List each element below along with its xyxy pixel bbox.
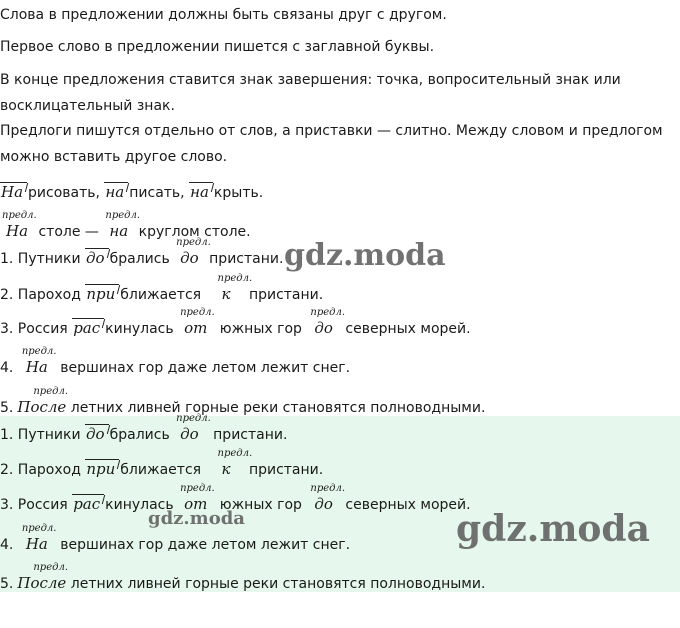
rule-4b: можно вставить другое слово. bbox=[0, 149, 228, 165]
prefix: на bbox=[189, 182, 213, 201]
rule-1: Слова в предложении должны быть связаны друг с другом. bbox=[0, 7, 447, 23]
example-prefixes: На рисовать, на писать, на крыть. bbox=[1, 183, 264, 201]
b1-sentence-4: 4. предл. На вершинах гор даже летом лежит снег. bbox=[0, 346, 351, 376]
b1-sentence-1: 1. Путники до брались предл. до пристани. bbox=[0, 237, 284, 267]
b1-sentence-3: 3. Россия рас кинулась предл. от южных гор предл. до северных морей. bbox=[0, 307, 471, 337]
b2-sentence-2: 2. Пароход при ближается предл. к пристани. bbox=[0, 448, 324, 478]
rule-3a: В конце предложения ставится знак завершения: точка, вопросительный знак или bbox=[0, 72, 621, 88]
watermark-logo: gdz.moda bbox=[284, 238, 446, 273]
preposition: предл. На bbox=[2, 210, 37, 240]
prefix: На bbox=[0, 182, 27, 201]
b1-sentence-2: 2. Пароход при ближается предл. к пристани. bbox=[0, 273, 324, 303]
rule-4a: Предлоги пишутся отдельно от слов, а приставки — слитно. Между словом и предлогом bbox=[0, 123, 663, 139]
preposition: предл. на bbox=[105, 210, 141, 240]
watermark-logo: gdz.moda bbox=[456, 508, 650, 550]
rule-3b: восклицательный знак. bbox=[0, 98, 175, 114]
example-prepositions: предл. На столе — предл. на круглом столе. bbox=[2, 210, 251, 240]
prefix: на bbox=[104, 182, 128, 201]
rule-2: Первое слово в предложении пишется с заглавной буквы. bbox=[0, 39, 435, 55]
b1-sentence-5: 5. предл. После летних ливней горные реки становятся полноводными. bbox=[0, 386, 486, 416]
b2-sentence-4: 4. предл. На вершинах гор даже летом лежит снег. bbox=[0, 523, 351, 553]
b2-sentence-5: 5. предл. После летних ливней горные реки становятся полноводными. bbox=[0, 562, 486, 592]
watermark-logo: gdz.moda bbox=[148, 508, 245, 529]
b2-sentence-1: 1. Путники до брались предл. до пристани. bbox=[0, 413, 288, 443]
b2-sentence-3: 3. Россия рас кинулась предл. от южных гор предл. до северных морей. bbox=[0, 483, 471, 513]
